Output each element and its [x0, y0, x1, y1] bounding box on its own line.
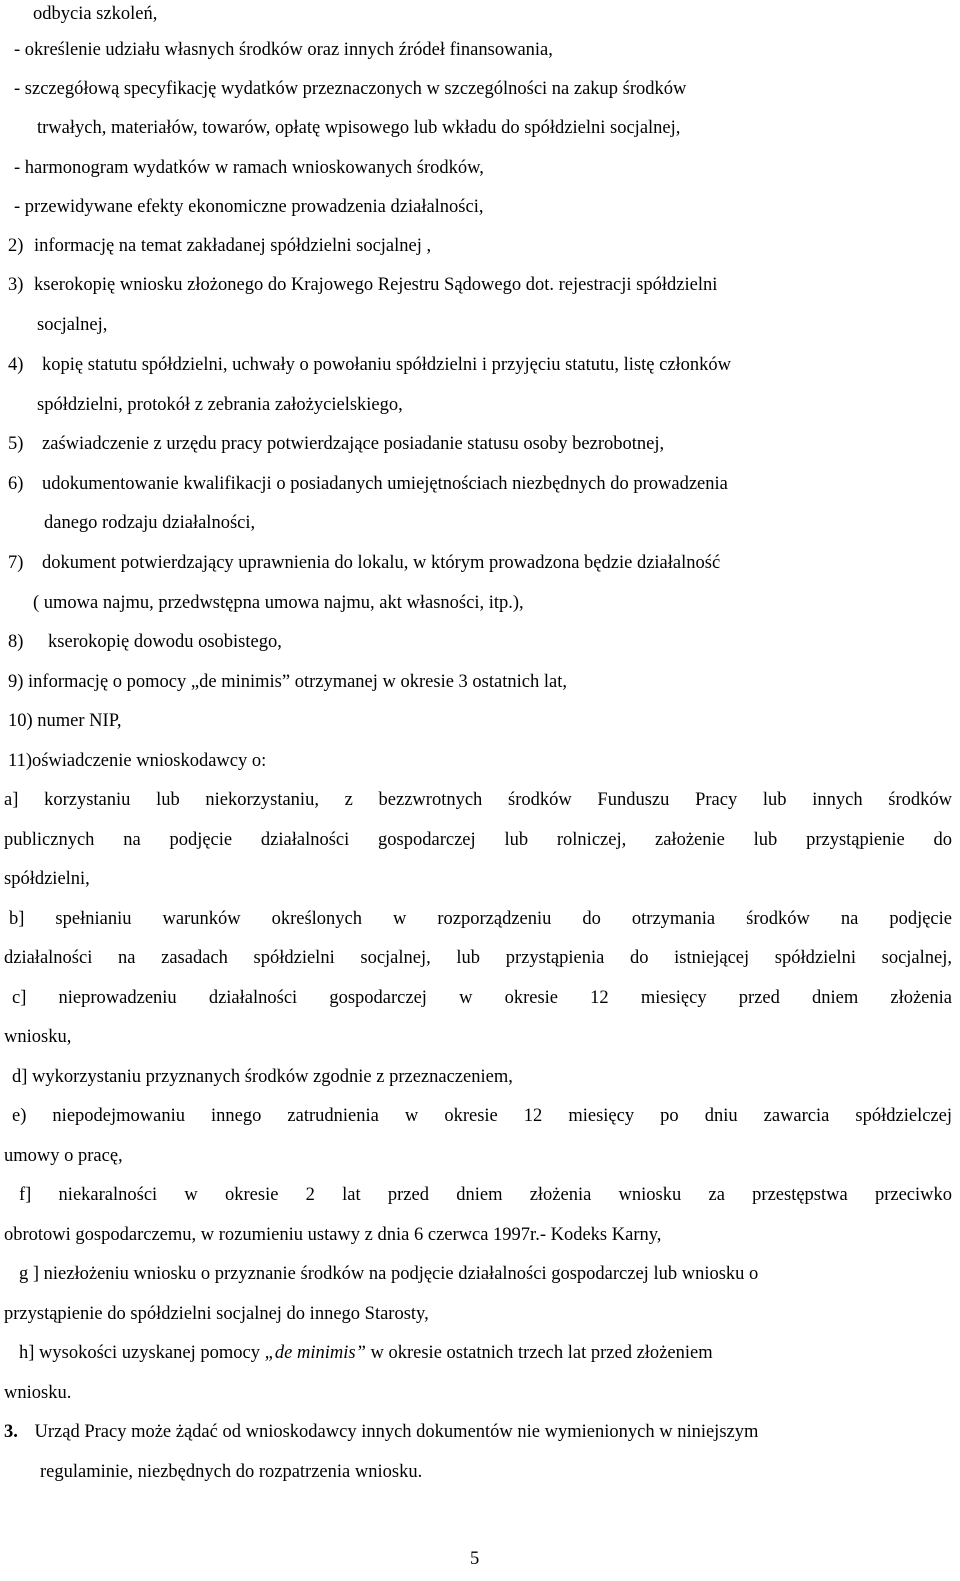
- declaration-d-line-1: d] wykorzystaniu przyznanych środków zgodnie z przeznaczeniem,: [12, 1067, 513, 1087]
- item-number: 5): [8, 434, 24, 454]
- line-harmonogram: - harmonogram wydatków w ramach wnioskowanych środków,: [14, 158, 484, 178]
- item-number: 7): [8, 553, 24, 573]
- item-2: [8, 235, 431, 257]
- item-number: 3): [8, 275, 24, 295]
- declaration-h-line-1: [19, 1342, 713, 1364]
- item-3-continuation: socjalnej,: [37, 315, 108, 335]
- item-7: [8, 552, 720, 574]
- declaration-e-line-2: umowy o pracę,: [4, 1146, 123, 1166]
- item-text: zaświadczenie z urzędu pracy potwierdzające posiadanie statusu osoby bezrobotnej,: [42, 434, 665, 454]
- line-szczegolowa-specyfikacja: - szczegółową specyfikację wydatków przeznaczonych w szczególności na zakup środków: [14, 79, 687, 99]
- item-9: [8, 671, 567, 693]
- declaration-e-line-1: e) niepodejmowaniu innego zatrudnienia w okresie 12 miesięcy po dniu zawarcia spółdzielczej: [12, 1106, 952, 1126]
- declaration-h-text: h] wysokości uzyskanej pomocy: [19, 1343, 265, 1363]
- item-text-end: otrzymanej w okresie 3 ostatnich lat,: [290, 672, 567, 692]
- item-10: 10) numer NIP,: [8, 711, 122, 731]
- item-6: [8, 473, 728, 495]
- section-number: 3.: [4, 1422, 18, 1442]
- page-number: 5: [470, 1549, 480, 1569]
- declaration-a-line-1: a] korzystaniu lub niekorzystaniu, z bezzwrotnych środków Funduszu Pracy lub innych środków: [4, 790, 952, 810]
- de-minimis-term: „de minimis”: [190, 672, 291, 692]
- item-text: kserokopię wniosku złożonego do Krajowego Rejestru Sądowego dot. rejestracji spółdzielni: [34, 275, 718, 295]
- item-text: udokumentowanie kwalifikacji o posiadanych umiejętnościach niezbędnych do prowadzenia: [42, 474, 728, 494]
- item-8: [8, 631, 282, 653]
- declaration-c-line-1: c] nieprowadzeniu działalności gospodarczej w okresie 12 miesięcy przed dniem złożenia: [12, 988, 952, 1008]
- section-3: [4, 1421, 758, 1443]
- item-text: kserokopię dowodu osobistego,: [48, 632, 282, 652]
- item-number: 2): [8, 236, 24, 256]
- item-5: [8, 433, 664, 455]
- item-number: 6): [8, 474, 24, 494]
- item-number: 4): [8, 355, 24, 375]
- declaration-b-line-2: działalności na zasadach spółdzielni socjalnej, lub przystąpienia do istniejącej spółdzielni socjalnej,: [4, 948, 952, 968]
- line-przewidywane-efekty: - przewidywane efekty ekonomiczne prowadzenia działalności,: [14, 197, 484, 217]
- item-6-continuation: danego rodzaju działalności,: [44, 513, 256, 533]
- item-4: [8, 354, 731, 376]
- declaration-a-line-3: spółdzielni,: [4, 869, 90, 889]
- item-text: dokument potwierdzający uprawnienia do lokalu, w którym prowadzona będzie działalność: [42, 553, 721, 573]
- item-text: kopię statutu spółdzielni, uchwały o powołaniu spółdzielni i przyjęciu statutu, listę członków: [42, 355, 732, 375]
- item-7-continuation: ( umowa najmu, przedwstępna umowa najmu, akt własności, itp.),: [33, 593, 524, 613]
- item-4-continuation: spółdzielni, protokół z zebrania założycielskiego,: [37, 395, 403, 415]
- declaration-g-line-1: g ] niezłożeniu wniosku o przyznanie środków na podjęcie działalności gospodarczej lub wniosku o: [19, 1264, 759, 1284]
- item-text: 9) informację o pomocy: [8, 672, 191, 692]
- declaration-g-line-2: przystąpienie do spółdzielni socjalnej do innego Starosty,: [4, 1304, 429, 1324]
- section-3-text: Urząd Pracy może żądać od wnioskodawcy innych dokumentów nie wymienionych w niniejszym: [34, 1422, 759, 1442]
- section-3-continuation: regulaminie, niezbędnych do rozpatrzenia wniosku.: [40, 1462, 423, 1482]
- de-minimis-term: „de minimis”: [264, 1343, 366, 1363]
- line-okreslenie-udzialu: - określenie udziału własnych środków oraz innych źródeł finansowania,: [14, 40, 553, 60]
- declaration-h-line-2: wniosku.: [4, 1383, 72, 1403]
- declaration-f-line-1: f] niekaralności w okresie 2 lat przed dniem złożenia wniosku za przestępstwa przeciwko: [19, 1185, 952, 1205]
- item-3: [8, 274, 717, 296]
- item-11: 11)oświadczenie wnioskodawcy o:: [8, 751, 267, 771]
- declaration-h-text-end: w okresie ostatnich trzech lat przed złożeniem: [365, 1343, 713, 1363]
- declaration-f-line-2: obrotowi gospodarczemu, w rozumieniu ustawy z dnia 6 czerwca 1997r.- Kodeks Karny,: [4, 1225, 662, 1245]
- declaration-c-line-2: wniosku,: [4, 1027, 72, 1047]
- line-trwalych-materialow: trwałych, materiałów, towarów, opłatę wpisowego lub wkładu do spółdzielni socjalnej,: [37, 118, 681, 138]
- declaration-a-line-2: publicznych na podjęcie działalności gospodarczej lub rolniczej, założenie lub przystąpienie do: [4, 830, 952, 850]
- item-number: 8): [8, 632, 24, 652]
- line-odbycia-szkolen: odbycia szkoleń,: [33, 4, 158, 24]
- declaration-b-line-1: b] spełnianiu warunków określonych w rozporządzeniu do otrzymania środków na podjęcie: [9, 909, 952, 929]
- item-text: informację na temat zakładanej spółdzielni socjalnej ,: [34, 236, 432, 256]
